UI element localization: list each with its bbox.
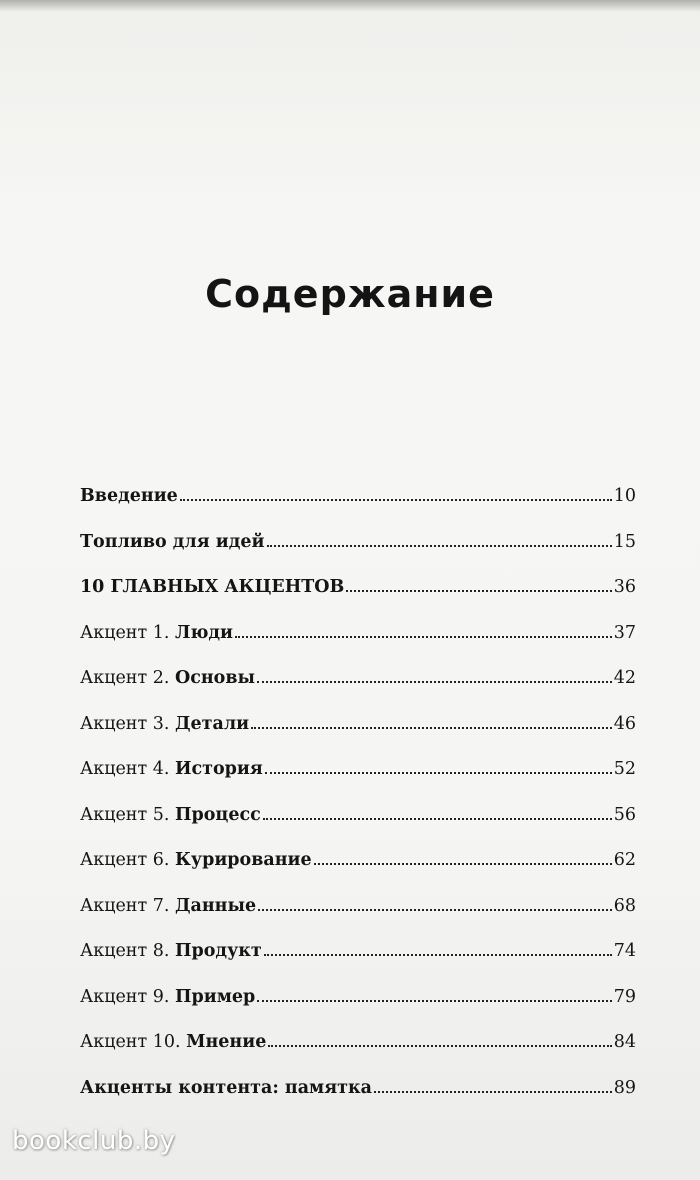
toc-entry-accent-10[interactable] bbox=[80, 1032, 636, 1078]
toc-leader-dots bbox=[264, 954, 612, 956]
toc-entry-page: 89 bbox=[613, 1077, 636, 1098]
toc-entry-content-accents-memo[interactable] bbox=[80, 1078, 636, 1124]
toc-entry-label: Топливо для идей bbox=[80, 531, 265, 552]
toc-entry-accent-4[interactable] bbox=[80, 759, 636, 805]
toc-leader-dots bbox=[180, 499, 612, 501]
toc-leader-dots bbox=[268, 1045, 611, 1047]
toc-entry-accent-9[interactable] bbox=[80, 987, 636, 1033]
toc-leader-dots bbox=[235, 636, 612, 638]
toc-entry-accent-3[interactable] bbox=[80, 714, 636, 760]
toc-leader-dots bbox=[314, 863, 612, 865]
page-title: Содержание bbox=[205, 272, 495, 316]
toc-entry-label: Данные bbox=[174, 895, 257, 916]
toc-entry-page: 84 bbox=[613, 1032, 636, 1052]
toc-entry-label: Детали bbox=[174, 713, 250, 734]
toc-entry-fuel-for-ideas[interactable] bbox=[80, 532, 636, 578]
toc-leader-dots bbox=[257, 1000, 611, 1002]
toc-entry-page: 52 bbox=[613, 759, 636, 779]
toc-entry-prefix: Акцент 5. bbox=[80, 804, 175, 825]
toc-entry-prefix: Акцент 4. bbox=[80, 759, 175, 779]
toc-leader-dots bbox=[257, 681, 612, 683]
toc-entry-accent-7[interactable] bbox=[80, 896, 636, 942]
toc-entry-prefix: Акцент 3. bbox=[80, 713, 175, 734]
toc-entry-label: Мнение bbox=[186, 1032, 267, 1052]
toc-entry-prefix: Акцент 7. bbox=[80, 895, 175, 916]
toc-entry-prefix: Акцент 8. bbox=[80, 941, 175, 961]
toc-entry-page: 46 bbox=[613, 713, 636, 734]
toc-entry-accent-5[interactable] bbox=[80, 805, 636, 851]
toc-entry-prefix: Акцент 10. bbox=[80, 1032, 187, 1052]
toc-entry-page: 56 bbox=[613, 804, 636, 825]
toc-entry-page: 42 bbox=[613, 668, 636, 688]
watermark: bookclub.by bbox=[12, 1126, 176, 1156]
toc-entry-page: 37 bbox=[613, 622, 636, 643]
toc-entry-page: 10 bbox=[613, 486, 636, 506]
toc-entry-label: Пример bbox=[174, 986, 256, 1007]
toc-leader-dots bbox=[265, 772, 612, 774]
toc-entry-page: 79 bbox=[613, 986, 636, 1007]
toc-leader-dots bbox=[258, 909, 612, 911]
toc-entry-label: Процесс bbox=[174, 804, 261, 825]
toc-entry-page: 15 bbox=[613, 531, 636, 552]
table-of-contents bbox=[80, 486, 636, 1123]
toc-entry-prefix: Акцент 2. bbox=[80, 668, 175, 688]
toc-entry-page: 62 bbox=[613, 850, 636, 870]
toc-entry-prefix: Акцент 9. bbox=[80, 986, 175, 1007]
toc-leader-dots bbox=[267, 545, 612, 547]
toc-entry-prefix: Акцент 1. bbox=[80, 622, 175, 643]
toc-entry-label: Люди bbox=[174, 622, 234, 643]
toc-leader-dots bbox=[263, 818, 612, 820]
toc-entry-label: Введение bbox=[80, 486, 178, 506]
toc-entry-label: Основы bbox=[174, 668, 256, 688]
toc-entry-label: Курирование bbox=[174, 850, 312, 870]
toc-entry-label: Продукт bbox=[174, 941, 262, 961]
toc-entry-accent-8[interactable] bbox=[80, 941, 636, 987]
toc-entry-prefix: Акцент 6. bbox=[80, 850, 175, 870]
toc-entry-label: Акценты контента: памятка bbox=[80, 1077, 372, 1098]
toc-entry-page: 68 bbox=[613, 895, 636, 916]
toc-leader-dots bbox=[374, 1091, 612, 1093]
toc-entry-label: 10 ГЛАВНЫХ АКЦЕНТОВ bbox=[80, 577, 345, 597]
page-top-edge bbox=[0, 0, 700, 12]
toc-entry-accent-2[interactable] bbox=[80, 668, 636, 714]
toc-entry-ten-accents[interactable] bbox=[80, 577, 636, 623]
toc-entry-accent-6[interactable] bbox=[80, 850, 636, 896]
toc-entry-page: 74 bbox=[613, 941, 636, 961]
toc-leader-dots bbox=[346, 590, 611, 592]
toc-entry-accent-1[interactable] bbox=[80, 623, 636, 669]
toc-entry-introduction[interactable] bbox=[80, 486, 636, 532]
toc-leader-dots bbox=[251, 727, 612, 729]
toc-entry-page: 36 bbox=[613, 577, 636, 597]
toc-entry-label: История bbox=[174, 759, 263, 779]
